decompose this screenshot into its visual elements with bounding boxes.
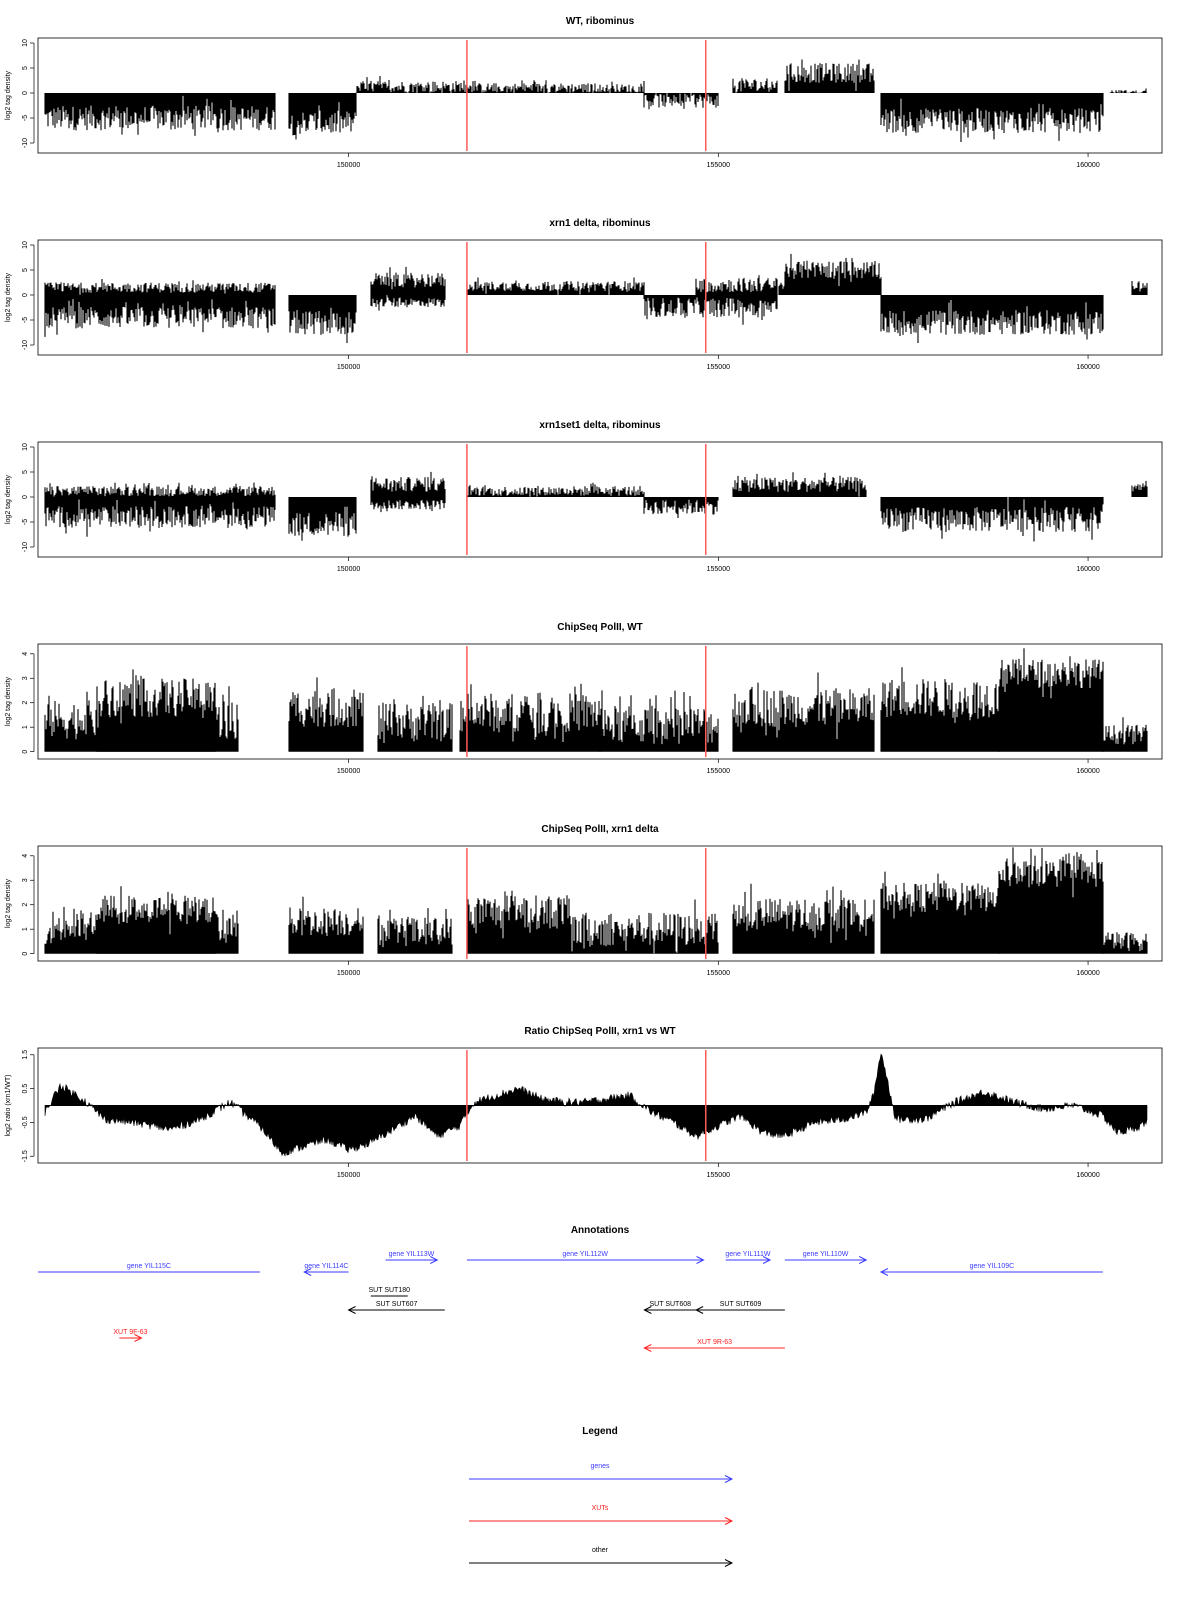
panel-1 [5,16,1162,169]
signal-segment-5 [371,295,445,311]
x-axis [337,1163,1100,1179]
signal-segment-7 [644,295,777,325]
x-axis [337,961,1100,977]
panel-title: Ratio ChipSeq PolII, xrn1 vs WT [524,1026,676,1037]
y-tick-label: 4 [22,853,29,858]
data-marks [45,648,1147,751]
x-tick-label: 150000 [336,162,361,169]
y-axis-label: log2 tag density [5,676,12,727]
y-axis [22,39,34,148]
x-tick-label: 155000 [706,162,730,169]
feature-gene-yil115c [38,1263,260,1272]
x-axis [337,759,1100,775]
y-axis-label: log2 tag density [5,272,12,323]
feature-label: XUT 9F-63 [113,1329,148,1336]
feature-sut-sut607 [349,1301,445,1314]
x-tick-label: 160000 [1076,162,1100,169]
annotations-title: Annotations [570,1225,630,1236]
feature-label: gene YIL114C [304,1263,349,1270]
y-axis-label: log2 ratio (xrn1/WT) [5,1074,12,1137]
x-tick-label: 155000 [706,566,730,573]
signal-segment-5 [371,497,445,512]
feature-sut-sut180 [369,1287,411,1296]
y-tick-label: -10 [22,339,29,351]
y-tick-label: 0.5 [22,1083,29,1094]
y-tick-label: 0 [22,951,29,956]
signal-segment-7 [644,497,718,518]
y-tick-label: 2 [22,700,29,705]
y-tick-label: -5 [22,518,29,526]
signal-segment-3 [289,897,363,954]
x-tick-label: 150000 [336,566,361,573]
x-axis [337,153,1100,169]
signal-segment-3 [289,677,363,751]
feature-gene-yil111w [725,1251,771,1264]
panel-title: xrn1set1 delta, ribominus [539,420,661,431]
y-tick-label: 10 [22,443,29,451]
signal-segment-8 [733,472,866,497]
signal-segment-1 [45,93,275,136]
feature-xut-9r-63 [644,1339,785,1352]
y-tick-label: 1 [22,725,29,730]
feature-gene-yil114c [304,1263,348,1276]
y-tick-label: 0 [22,293,29,297]
data-marks [45,847,1147,953]
panel-2 [5,218,1162,371]
data-marks [45,1054,1147,1156]
y-tick-label: 0 [22,495,29,499]
signal-segment-6 [600,690,718,751]
panel-3 [5,420,1162,573]
signal-segment-2 [45,279,275,295]
legend-arrow [469,1560,732,1567]
signal-segment-8 [881,667,999,752]
signal-segment-9 [999,847,1103,953]
y-tick-label: -5 [22,316,29,324]
y-tick-label: 5 [22,268,29,272]
y-tick-label: 4 [22,651,29,656]
signal-segment-3 [289,497,356,541]
signal-segment-8 [696,275,785,295]
feature-gene-yil112w [467,1251,704,1264]
signal-segment-10 [1110,89,1147,94]
x-tick-label: 160000 [1076,364,1100,371]
signal-segment-10 [1132,481,1147,497]
data-marks [45,472,1147,542]
feature-gene-yil110w [785,1251,866,1264]
feature-label: SUT SUT609 [719,1301,762,1308]
x-tick-label: 160000 [1076,566,1100,573]
feature-xut-9f-63 [113,1329,147,1342]
signal-segment-9 [881,497,1103,542]
signal-segment-2 [97,669,215,751]
legend-arrow [469,1476,732,1483]
y-tick-label: -1.5 [22,1150,29,1163]
y-tick-label: 1 [22,927,29,932]
feature-label: gene YIL110W [802,1251,849,1258]
x-tick-label: 160000 [1076,970,1100,977]
signal-segment-9 [999,648,1103,751]
y-axis [22,443,34,552]
signal-segment-6 [467,278,644,296]
signal-segment-10 [1103,717,1147,752]
data-marks [45,60,1147,143]
signal-segment-6 [570,900,718,954]
feature-gene-yil109c [881,1263,1103,1276]
y-axis-label: log2 tag density [5,878,12,929]
signal-segment-9 [785,254,881,295]
y-tick-label: -0.5 [22,1116,29,1129]
y-tick-label: 3 [22,676,29,681]
feature-sut-sut608 [644,1301,696,1314]
y-tick-label: 10 [22,39,29,47]
x-tick-label: 150000 [336,364,361,371]
feature-label: gene YIL109C [969,1263,1015,1270]
signal-segment-4 [371,267,445,295]
signal-segment-5 [460,684,600,752]
feature-label: XUT 9R-63 [697,1339,733,1346]
y-tick-label: 1.5 [22,1049,29,1060]
y-axis [22,241,34,350]
x-tick-label: 155000 [706,364,730,371]
panel-4 [5,622,1162,775]
signal-segment-9 [881,93,1103,142]
signal-segment-5 [467,891,570,954]
signal-segment-4 [371,472,445,497]
panel-6 [5,1026,1162,1179]
y-tick-label: 5 [22,66,29,70]
legend-arrow [469,1518,732,1525]
x-tick-label: 150000 [336,768,361,775]
legend-item-xuts [469,1505,732,1525]
y-tick-label: -10 [22,137,29,149]
signal-segment-4 [378,696,452,752]
data-marks [45,254,1147,343]
panel-title: ChipSeq PolII, xrn1 delta [541,824,659,835]
feature-label: gene YIL113W [388,1251,435,1258]
x-tick-label: 150000 [336,1172,361,1179]
x-tick-label: 160000 [1076,768,1100,775]
panel-title: WT, ribominus [565,16,635,27]
y-axis-label: log2 tag density [5,474,12,525]
y-tick-label: -5 [22,114,29,122]
signal-segment-6 [644,93,718,109]
feature-label: gene YIL115C [126,1263,171,1270]
signal-segment-7 [733,673,874,752]
x-axis [337,355,1100,371]
y-tick-label: -10 [22,541,29,553]
feature-label: SUT SUT608 [649,1301,691,1308]
signal-segment-4 [467,80,600,93]
signal-segment-5 [600,81,644,93]
x-tick-label: 155000 [706,1172,730,1179]
legend-label: other [592,1547,608,1554]
y-tick-label: 3 [22,878,29,883]
signal-segment-3 [356,76,467,93]
y-axis [22,652,34,754]
feature-label: SUT SUT607 [375,1301,418,1308]
signal-segment-7 [733,78,777,93]
x-tick-label: 155000 [706,970,730,977]
signal-segment-8 [785,60,874,94]
feature-label: SUT SUT180 [368,1287,410,1294]
feature-label: gene YIL111W [725,1251,771,1258]
panel-title: xrn1 delta, ribominus [549,218,651,229]
x-tick-label: 155000 [706,768,730,775]
signal-segment-6 [467,483,644,497]
legend-label: genes [590,1463,610,1470]
signal-segment-7 [733,884,874,954]
x-tick-label: 150000 [336,970,361,977]
annotations-track [38,1225,1103,1352]
legend [469,1426,732,1567]
y-tick-label: 0 [22,749,29,754]
signal-segment-3 [289,295,356,343]
feature-gene-yil113w [386,1251,438,1264]
x-tick-label: 160000 [1076,1172,1100,1179]
legend-item-other [469,1547,732,1567]
y-tick-label: 2 [22,902,29,907]
legend-title: Legend [582,1426,618,1437]
signal-segment-11 [1132,281,1147,295]
signal-segment-2 [97,886,215,954]
signal-segment-1 [45,497,275,537]
y-tick-label: 5 [22,470,29,474]
panel-5 [5,824,1162,977]
y-tick-label: 0 [22,91,29,95]
feature-sut-sut609 [696,1301,785,1314]
panel-title: ChipSeq PolII, WT [557,622,643,633]
signal-segment-2 [289,93,356,139]
feature-label: gene YIL112W [562,1251,609,1258]
y-axis [22,1050,34,1162]
signal-segment-8 [881,872,999,954]
signal-segment-1 [45,295,275,337]
legend-label: XUTs [591,1505,609,1512]
signal-segment-2 [45,483,275,497]
signal-segment-10 [881,295,1103,343]
x-axis [337,557,1100,573]
signal-segment-10 [1103,932,1147,953]
y-tick-label: 10 [22,241,29,249]
signal-segment-4 [378,908,452,954]
y-axis [22,854,34,956]
legend-item-genes [469,1463,732,1483]
y-axis-label: log2 tag density [5,70,12,121]
